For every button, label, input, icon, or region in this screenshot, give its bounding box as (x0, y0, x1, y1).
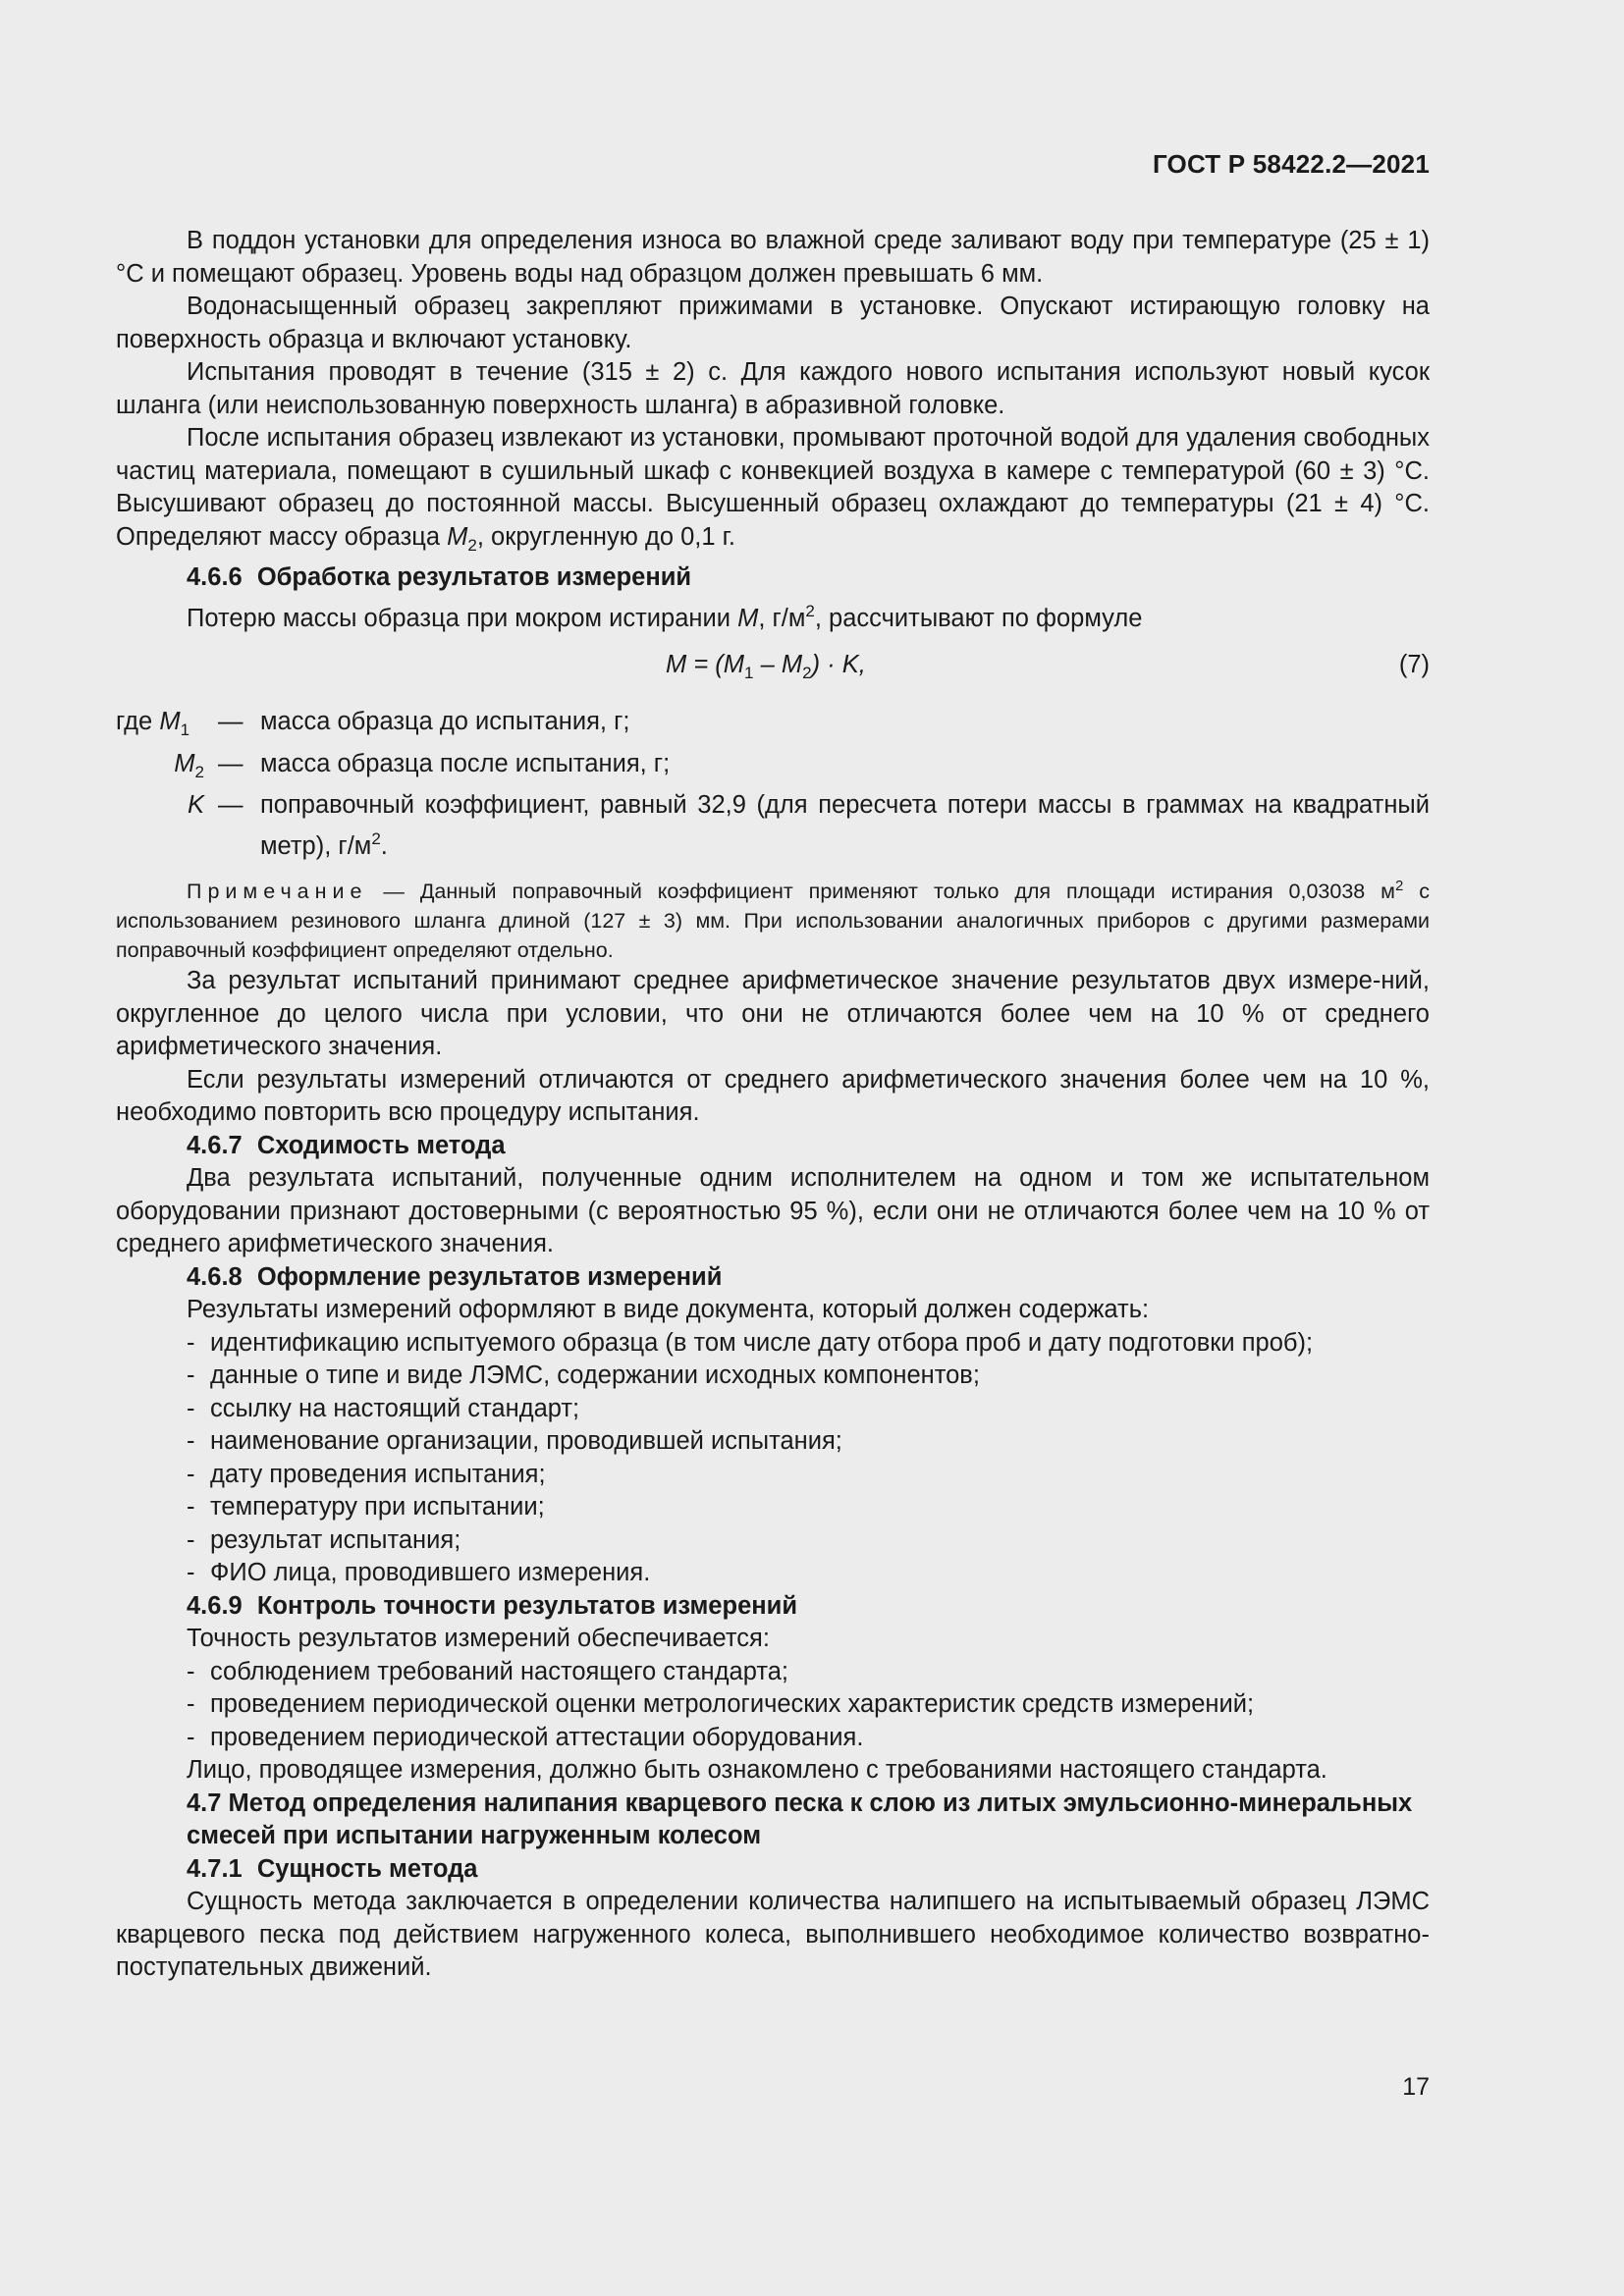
content-list (116, 1327, 1430, 1590)
list-item: - проведением периодической аттестации оборудования. (187, 1723, 864, 1751)
formula-number: (7) (1398, 651, 1430, 678)
paragraph: Потерю массы образца при мокром истирании M, $г/м^2$, рассчитывают по формуле (187, 601, 1143, 632)
paragraph: Результаты измерений оформляют в виде документа, который должен содержать: (187, 1296, 1150, 1323)
section-heading: 4.6.7 Сходимость метода (187, 1131, 506, 1159)
accuracy-list (116, 1656, 1430, 1755)
list-item: - идентификацию испытуемого образца (в том числе дату отбора проб и дату подготовки проб); (187, 1328, 1314, 1357)
list-item: - дату проведения испытания; (187, 1460, 546, 1488)
paragraph: Если результаты измерений отличаются от среднего арифметического значения более чем на 10 %, необходимо повторить всю процедуру испытания. (116, 1065, 1430, 1126)
list-item: - ФИО лица, проводившего измерения. (187, 1559, 651, 1586)
paragraph: После испытания образец извлекают из установки, промывают проточной водой для удаления свободных частиц материала, помещают в сушильный шкаф с конвекцией воздуха в камере с температурой (60 ± 3) °С. Высушивают образец до постоянной массы. Высушенный образец охлаждают до температуры (21 ± 4) °С. Определяют массу образца $M_2$, округленную до 0,1 г. (116, 424, 1430, 555)
list-item: - соблюдением требований настоящего стандарта; (187, 1657, 788, 1685)
section-heading: 4.7.1 Сущность метода (187, 1854, 478, 1883)
list-item: - результат испытания; (187, 1525, 461, 1554)
paragraph: За результат испытаний принимают среднее арифметическое значение результатов двух измере-ний, округленное до целого числа при условии, что они не отличаются более чем на 10 % от среднего арифметического значения. (116, 967, 1430, 1060)
list-item: - проведением периодической оценки метрологических характеристик средств измерений; (187, 1690, 1255, 1718)
formula-expression: $M = (M_1 - M_2) \cdot K$, (666, 651, 866, 682)
definition-item: K — поправочный коэффициент, равный 32,9 (для пересчета потери массы в граммах на квадратный метр), $г/м^2$. (187, 791, 1430, 860)
definition-item: где $M_1$ — масса образца до испытания, г; (116, 708, 630, 739)
paragraph: Сущность метода заключается в определении количества налипшего на испытываемый образец ЛЭМС кварцевого песка под действием нагруженного колеса, выполнившего необходимое количество возвратно-поступательных движений. (116, 1888, 1430, 1981)
section-heading: 4.6.8 Оформление результатов измерений (187, 1262, 723, 1291)
section-heading: 4.7 Метод определения налипания кварцевого песка к слою из литых эмульсионно-минеральных смесей при испытании нагруженным колесом (187, 1789, 1413, 1849)
list-item: - температуру при испытании; (187, 1493, 545, 1521)
paragraph: Точность результатов измерений обеспечивается: (187, 1625, 770, 1652)
note: Примечание — Данный поправочный коэффициент применяют только для площади истирания 0,03038 $м^2$ с использованием резинового шланга длиной (127 ± 3) мм. При использовании аналогичных приборов с другими размерами поправочный коэффициент определяют отдельно. (116, 878, 1430, 962)
formula (116, 641, 1430, 692)
standard-header: ГОСТ Р 58422.2—2021 (1152, 149, 1430, 179)
formula-definitions (116, 706, 1430, 863)
definition-item: $M_2$ — масса образца после испытания, г; (174, 749, 671, 781)
paragraph: В поддон установки для определения износа во влажной среде заливают воду при температуре (25 ± 1) °С и помещают образец. Уровень воды над образцом должен превышать 6 мм. (116, 227, 1430, 288)
section-heading: 4.6.9 Контроль точности результатов измерений (187, 1591, 798, 1620)
list-item: - данные о типе и виде ЛЭМС, содержании исходных компонентов; (187, 1362, 980, 1389)
page-number: 17 (1402, 2073, 1430, 2101)
paragraph: Лицо, проводящее измерения, должно быть ознакомлено с требованиями настоящего стандарта. (187, 1756, 1327, 1784)
paragraph: Испытания проводят в течение (315 ± 2) с. Для каждого нового испытания используют новый кусок шланга (или неиспользованную поверхность шланга) в абразивной головке. (116, 358, 1430, 419)
list-item: - наименование организации, проводившей испытания; (187, 1427, 842, 1455)
paragraph: Два результата испытаний, полученные одним исполнителем на одном и том же испытательном оборудовании признают достоверными (с вероятностью 95 %), если они не отличаются более чем на 10 % от среднего арифметического значения. (116, 1164, 1430, 1257)
page-content (116, 225, 1430, 1985)
list-item: - ссылку на настоящий стандарт; (187, 1394, 580, 1422)
section-heading: 4.6.6 Обработка результатов измерений (187, 563, 692, 591)
paragraph: Водонасыщенный образец закрепляют прижимами в установке. Опускают истирающую головку на поверхность образца и включают установку. (116, 293, 1430, 353)
